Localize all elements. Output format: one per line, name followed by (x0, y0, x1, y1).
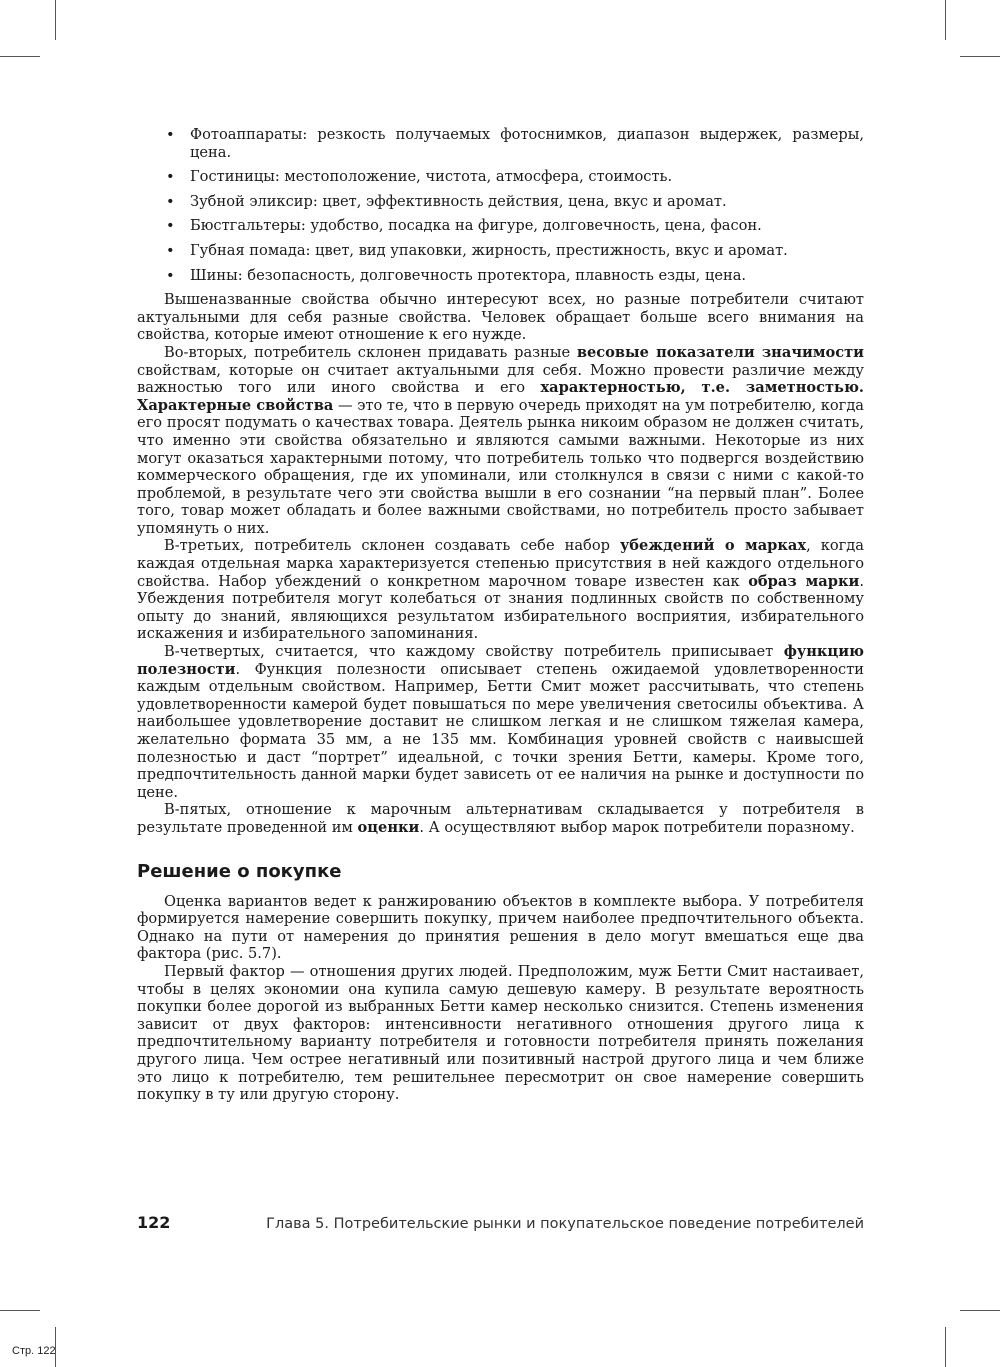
paragraph: Оценка вариантов ведет к ранжированию объектов в комплекте выбора. У потребителя формируется намерение совершить покупку, причем наиболее предпочтительного объекта. Однако на пути от намерения до принятия решения в дело могут вмешаться еще два фактора (рис. 5.7). (137, 892, 864, 963)
page-label: Стр. 122 (12, 1345, 56, 1357)
list-item: • Гостиницы: местоположение, чистота, атмосфера, стоимость. (166, 168, 673, 186)
crop-mark (960, 56, 1000, 57)
crop-mark (960, 1310, 1000, 1311)
paragraph: В-пятых, отношение к марочным альтернативам складывается у потребителя в результате проведенной им оценки. А осуществляют выбор марок потребители поразному. (137, 801, 864, 836)
term: функцию полезности (137, 643, 864, 678)
paragraph: Первый фактор — отношения других людей. Предположим, муж Бетти Смит настаивает, чтобы в целях экономии она купила самую дешевую камеру. В результате вероятность покупки более дорогой из выбранных Бетти камер несколько снизится. Степень изменения зависит от двух факторов: интенсивности негативного отношения другого лица к предпочтительному варианту потребителя и готовности потребителя принять пожелания другого лица. Чем острее негативный или позитивный настрой другого лица и чем ближе это лицо к потребителю, тем решительнее пересмотрит он свое намерение совершить покупку в ту или другую сторону. (137, 962, 864, 1104)
bullet-icon: • (166, 217, 175, 235)
list-item: • Зубной эликсир: цвет, эффективность действия, цена, вкус и аромат. (166, 192, 727, 210)
page-number: 122 (137, 1213, 171, 1232)
bullet-icon: • (166, 266, 175, 284)
bullet-icon: • (166, 126, 175, 143)
term: образ марки (748, 572, 860, 590)
list-item: • Бюстгальтеры: удобство, посадка на фигуре, долговечность, цена, фасон. (166, 217, 762, 235)
term: убеждений о марках (619, 537, 807, 555)
paragraph: Вышеназванные свойства обычно интересуют всех, но разные потребители считают актуальными для себя разные свойства. Человек обращает больше всего внимания на свойства, которые имеют отношение к его нужде. (137, 291, 864, 344)
bullet-icon: • (166, 168, 175, 186)
term: весовые показатели значимости (576, 343, 864, 361)
crop-mark (0, 56, 40, 57)
paragraph: В-третьих, потребитель склонен создавать себе набор убеждений о марках, когда каждая отдельная марка характеризуется степенью присутствия в ней каждого отдельного свойства. Набор убеждений о конкретном марочном товаре известен как образ марки. Убеждения потребителя могут колебаться от знания подлинных свойств по собственному опыту до знаний, являющихся результатом избирательного восприятия, избирательного искажения и избирательного запоминания. (137, 537, 864, 643)
page-content (137, 126, 864, 1104)
list-item: • Фотоаппараты: резкость получаемых фотоснимков, диапазон выдержек, размеры, цена. (166, 126, 864, 161)
attribute-list (137, 126, 864, 284)
term: Характерные свойства (137, 396, 334, 414)
crop-mark (0, 1310, 40, 1311)
page-footer (137, 1213, 864, 1232)
chapter-title: Глава 5. Потребительские рынки и покупательское поведение потребителей (266, 1216, 864, 1232)
term: оценки (357, 818, 420, 836)
section-heading: Решение о покупке (137, 860, 342, 882)
crop-mark (55, 0, 56, 40)
crop-mark (945, 1327, 946, 1367)
paragraph: В-четвертых, считается, что каждому свойству потребитель приписывает функцию полезности. Функция полезности описывает степень ожидаемой удовлетворенности каждым отдельным свойством. Например, Бетти Смит может рассчитывать, что степень удовлетворенности камерой будет повышаться по мере увеличения светосилы объектива. А наибольшее удовлетворение доставит не слишком легкая и не слишком тяжелая камера, желательно формата 35 мм, а не 135 мм. Комбинация уровней свойств с наивысшей полезностью и даст “портрет” идеальной, с точки зрения Бетти, камеры. Кроме того, предпочтительность данной марки будет зависеть от ее наличия на рынке и доступности по цене. (137, 643, 864, 801)
list-item: • Губная помада: цвет, вид упаковки, жирность, престижность, вкус и аромат. (166, 241, 788, 259)
bullet-icon: • (166, 241, 175, 259)
paragraph: Во-вторых, потребитель склонен придавать разные весовые показатели значимости свойствам, которые он считает актуальными для себя. Можно провести различие между важностью того или иного свойства и его характерностью, т.е. заметностью. Характерные свойства — это те, что в первую очередь приходят на ум потребителю, когда его просят подумать о качествах товара. Деятель рынка никоим образом не должен считать, что именно эти свойства обязательно и являются самыми важными. Некоторые из них могут оказаться характерными потому, что потребитель только что подвергся воздействию коммерческого обращения, где их упоминали, или столкнулся в связи с ними с какой-то проблемой, в результате чего эти свойства вышли в его сознании “на первый план”. Более того, товар может обладать и более важными свойствами, но потребитель просто забывает упомянуть о них. (137, 343, 865, 537)
crop-mark (945, 0, 946, 40)
list-item: • Шины: безопасность, долговечность протектора, плавность езды, цена. (166, 266, 747, 284)
term: характерностью, т.е. заметностью. (540, 379, 864, 397)
bullet-icon: • (166, 192, 175, 210)
